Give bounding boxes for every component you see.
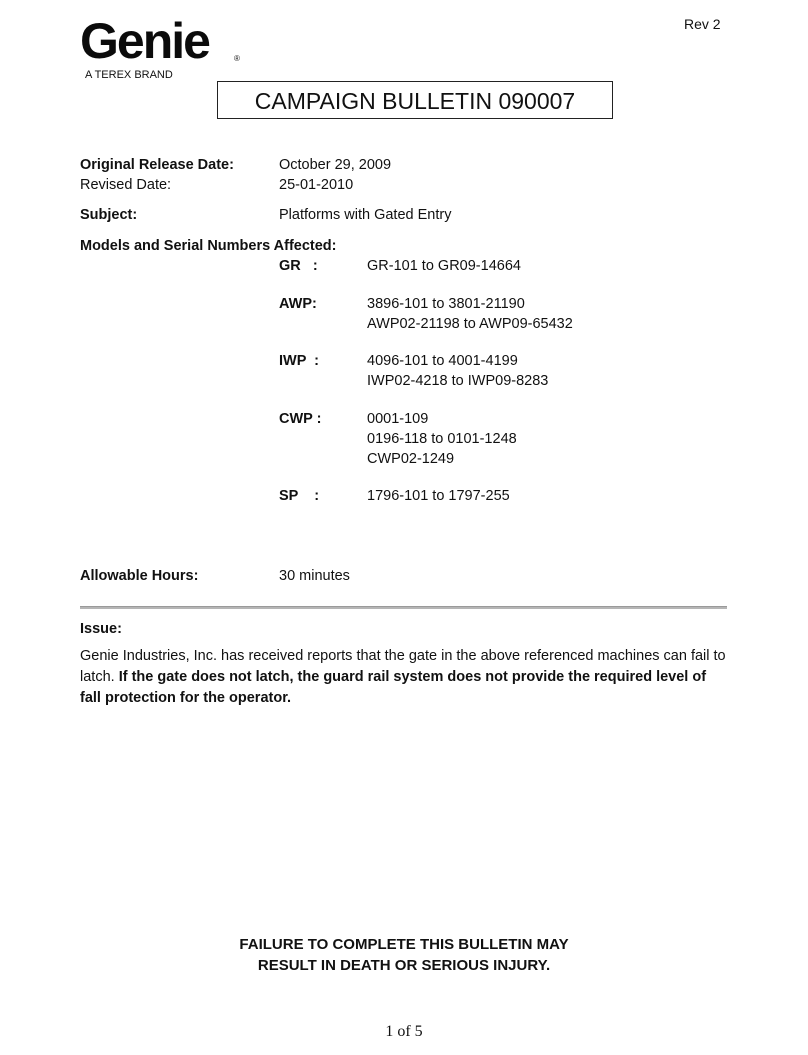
serial-range: GR-101 to GR09-14664 [367,258,521,274]
issue-heading: Issue: [80,621,122,637]
page-number: 1 of 5 [385,1023,423,1040]
registered-mark: ® [234,54,240,63]
issue-text: Genie Industries, Inc. has received reports that the gate in the above referenced machines can fail to latch. [80,648,726,685]
models-heading: Models and Serial Numbers Affected: [80,238,337,254]
serial-range: IWP02-4218 to IWP09-8283 [367,373,549,389]
serial-range: 4096-101 to 4001-4199 [367,353,518,369]
model-code-awp: AWP: [279,296,317,312]
serial-range: 0001-109 [367,411,429,427]
serial-range: 3896-101 to 3801-21190 [367,296,525,312]
serial-range: 0196-118 to 0101-1248 [367,431,517,447]
revision-label: Rev 2 [684,16,721,32]
section-divider [80,606,727,609]
original-release-label: Original Release Date: [80,157,234,173]
failure-warning [104,934,704,976]
warning-line: FAILURE TO COMPLETE THIS BULLETIN MAY [239,936,569,953]
revised-date-label: Revised Date: [80,177,172,193]
warning-line: RESULT IN DEATH OR SERIOUS INJURY. [257,957,551,974]
genie-logo: Genie [80,13,209,69]
model-code-gr: GR : [279,258,318,274]
model-code-cwp: CWP : [279,411,322,427]
model-code-sp: SP : [279,488,320,504]
subject-value: Platforms with Gated Entry [279,207,452,223]
original-release-value: October 29, 2009 [279,157,392,173]
allowable-hours-value: 30 minutes [279,568,350,584]
issue-warning-text: If the gate does not latch, the guard rail system does not provide the required level of fall protection for the operator. [80,669,707,706]
revised-date-value: 25-01-2010 [279,177,354,193]
subject-label: Subject: [80,207,138,223]
serial-range: AWP02-21198 to AWP09-65432 [367,316,573,332]
issue-paragraph [80,646,730,709]
allowable-hours-label: Allowable Hours: [80,568,199,584]
bulletin-title: CAMPAIGN BULLETIN 090007 [217,81,613,119]
model-code-iwp: IWP : [279,353,320,369]
brand-tagline: A TEREX BRAND [85,69,173,81]
serial-range: CWP02-1249 [367,451,455,467]
serial-range: 1796-101 to 1797-255 [367,488,510,504]
